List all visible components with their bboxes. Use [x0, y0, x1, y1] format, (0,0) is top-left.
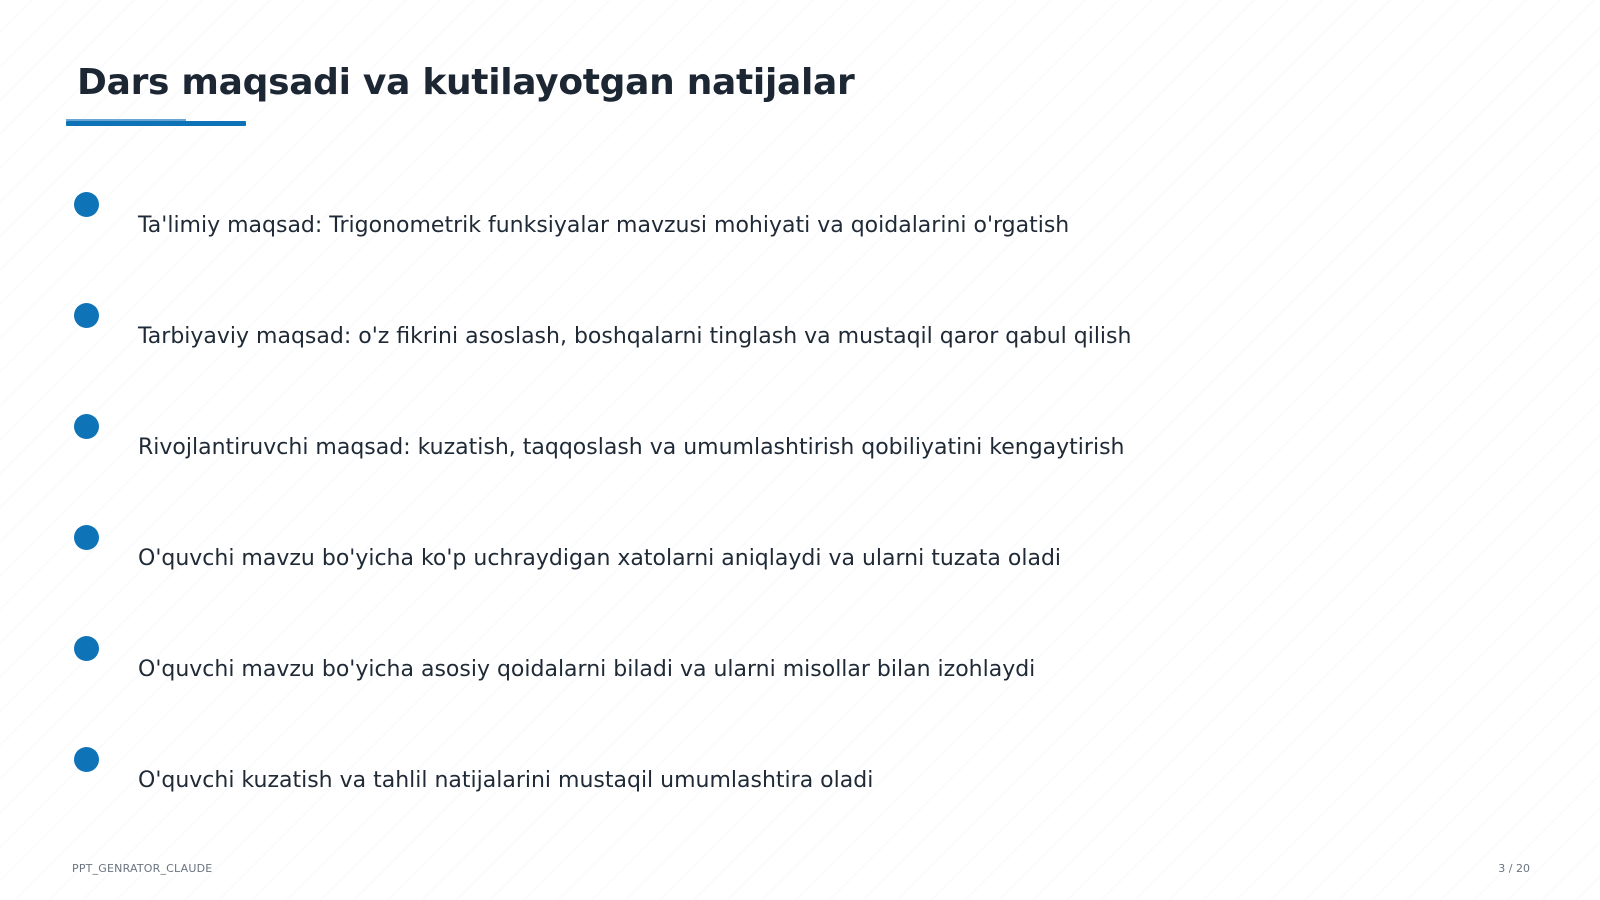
bullet-circle-icon	[74, 525, 99, 550]
slide-title: Dars maqsadi va kutilayotgan natijalar	[77, 62, 855, 103]
bullet-circle-icon	[74, 414, 99, 439]
bullet-item	[0, 414, 1300, 484]
page-number: 3 / 20	[1498, 862, 1530, 875]
footer-generator-label: PPT_GENRATOR_CLAUDE	[72, 862, 213, 875]
bullet-text: O'quvchi kuzatish va tahlil natijalarini mustaqil umumlashtira oladi	[138, 768, 874, 793]
bullet-item	[0, 636, 1300, 706]
bullet-item	[0, 192, 1300, 262]
bullet-text: Tarbiyaviy maqsad: o'z fikrini asoslash, boshqalarni tinglash va mustaqil qaror qabul qilish	[138, 324, 1132, 349]
bullet-item	[0, 303, 1300, 373]
title-underline	[66, 121, 246, 126]
bullet-text: Ta'limiy maqsad: Trigonometrik funksiyalar mavzusi mohiyati va qoidalarini o'rgatish	[138, 213, 1070, 238]
bullet-circle-icon	[74, 192, 99, 217]
bullet-circle-icon	[74, 636, 99, 661]
bullet-text: O'quvchi mavzu bo'yicha asosiy qoidalarni biladi va ularni misollar bilan izohlaydi	[138, 657, 1036, 682]
bullet-circle-icon	[74, 747, 99, 772]
bullet-item	[0, 747, 1300, 817]
bullet-text: Rivojlantiruvchi maqsad: kuzatish, taqqoslash va umumlashtirish qobiliyatini kengaytirish	[138, 435, 1125, 460]
bullet-item	[0, 525, 1300, 595]
bullet-circle-icon	[74, 303, 99, 328]
bullet-text: O'quvchi mavzu bo'yicha ko'p uchraydigan xatolarni aniqlaydi va ularni tuzata oladi	[138, 546, 1062, 571]
